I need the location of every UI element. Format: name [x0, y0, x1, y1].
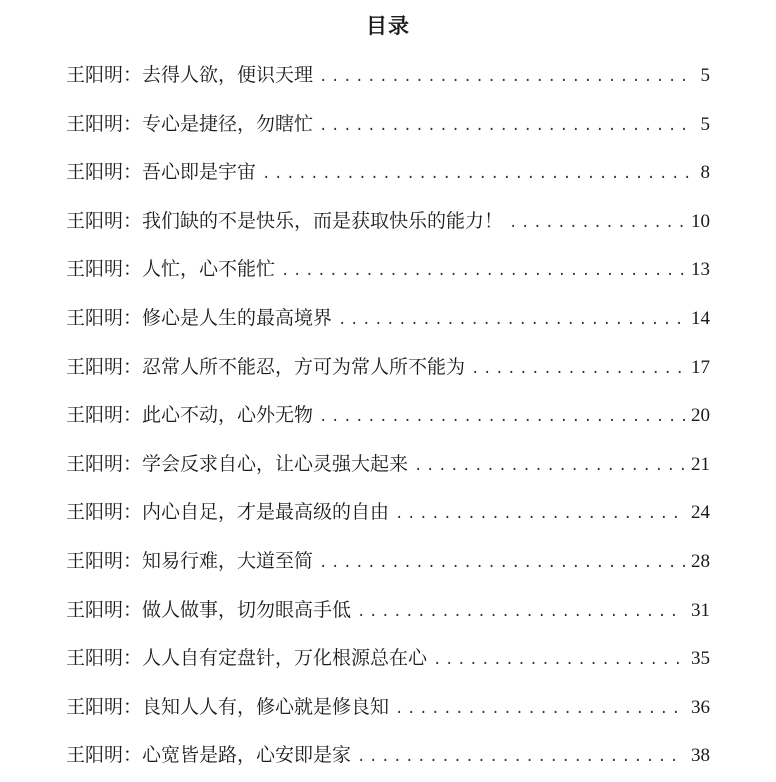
toc-entry-title: 王阳明：学会反求自心，让心灵强大起来: [66, 452, 409, 475]
toc-dot-leader: [319, 55, 694, 99]
toc-dot-leader: [395, 492, 685, 536]
toc-page-number: 38: [691, 745, 710, 767]
toc-dot-leader: [338, 298, 685, 342]
toc-entry[interactable]: [66, 345, 710, 394]
toc-entry-title: 王阳明：修心是人生的最高境界: [66, 306, 333, 329]
toc-entry[interactable]: [66, 636, 710, 685]
toc-entry[interactable]: [66, 296, 710, 345]
toc-dot-leader: [433, 638, 685, 682]
toc-entry[interactable]: [66, 199, 710, 248]
toc-page-number: 10: [691, 210, 710, 232]
toc-entry-title: 王阳明：心宽皆是路，心安即是家: [66, 744, 352, 767]
toc-page-number: 35: [691, 648, 710, 670]
toc-page-number: 8: [700, 162, 710, 184]
toc-entry[interactable]: [66, 685, 710, 734]
toc-entry[interactable]: [66, 733, 710, 782]
toc-entry-title: 王阳明：我们缺的不是快乐，而是获取快乐的能力！: [66, 209, 504, 232]
toc-entry[interactable]: [66, 102, 710, 151]
toc-dot-leader: [319, 395, 685, 439]
toc-page-number: 14: [691, 307, 710, 329]
toc-entry-title: 王阳明：良知人人有，修心就是修良知: [66, 695, 390, 718]
toc-page-number: 5: [700, 65, 710, 86]
toc-dot-leader: [509, 201, 685, 245]
toc-page-number: 31: [691, 599, 710, 621]
toc-dot-leader: [471, 347, 685, 391]
toc-title: 目录: [366, 13, 410, 38]
toc-entry[interactable]: [66, 539, 710, 588]
toc-entry-title: 王阳明：内心自足，才是最高级的自由: [66, 501, 390, 524]
toc-entry-title: 王阳明：此心不动，心外无物: [66, 404, 314, 427]
toc-entry[interactable]: [66, 247, 710, 296]
toc-entry-title: 王阳明：去得人欲，便识天理: [66, 64, 314, 86]
toc-dot-leader: [395, 687, 685, 731]
toc-page-number: 21: [691, 453, 710, 475]
toc-page-number: 24: [691, 502, 710, 524]
toc-page-number: 17: [691, 356, 710, 378]
toc-page-number: 28: [691, 550, 710, 572]
toc-entry-title: 王阳明：做人做事，切勿眼高手低: [66, 598, 352, 621]
toc-page-number: 13: [691, 259, 710, 281]
toc-entry-title: 王阳明：人人自有定盘针，万化根源总在心: [66, 647, 428, 670]
toc-entry-title: 王阳明：专心是捷径，勿瞎忙: [66, 112, 314, 135]
toc-dot-leader: [319, 104, 694, 148]
toc-entry-title: 王阳明：忍常人所不能忍，方可为常人所不能为: [66, 355, 466, 378]
toc-entry-title: 王阳明：知易行难，大道至简: [66, 549, 314, 572]
toc-entry-title: 王阳明：人忙，心不能忙: [66, 258, 276, 281]
toc-entry[interactable]: [66, 53, 710, 102]
toc-entry[interactable]: [66, 588, 710, 637]
toc-page-number: 36: [691, 696, 710, 718]
toc-dot-leader: [414, 444, 685, 488]
toc-dot-leader: [357, 735, 685, 779]
toc-entry-title: 王阳明：吾心即是宇宙: [66, 161, 257, 184]
toc-entry[interactable]: [66, 150, 710, 199]
toc-list: [66, 53, 710, 782]
toc-dot-leader: [319, 541, 685, 585]
toc-page-number: 5: [700, 113, 710, 135]
toc-entry[interactable]: [66, 490, 710, 539]
toc-dot-leader: [357, 590, 685, 634]
toc-page-number: 20: [691, 405, 710, 427]
toc-dot-leader: [262, 152, 694, 196]
toc-dot-leader: [281, 249, 685, 293]
toc-entry[interactable]: [66, 393, 710, 442]
toc-entry[interactable]: [66, 442, 710, 491]
